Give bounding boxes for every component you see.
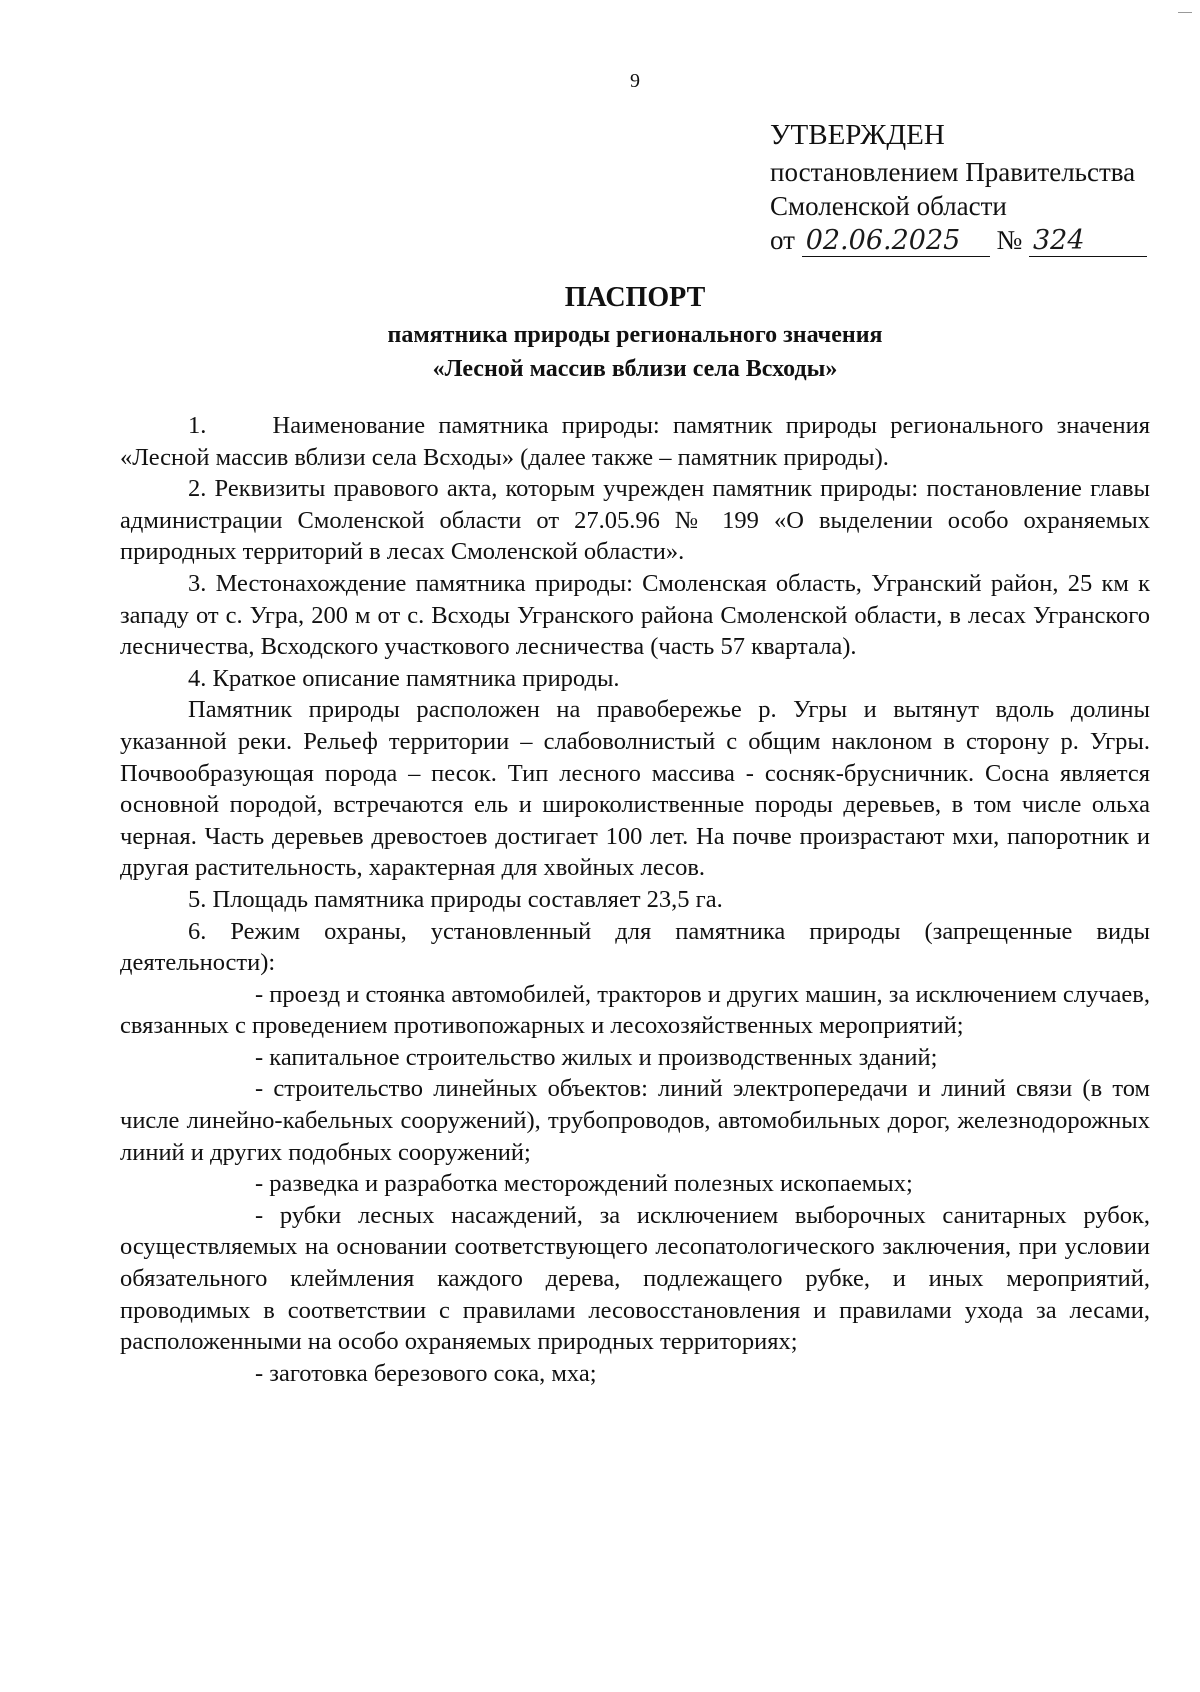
paragraph-6: 6. Режим охраны, установленный для памятника природы (запрещенные виды деятельности):: [120, 917, 1150, 977]
list-item: - капитальное строительство жилых и производственных зданий;: [255, 1043, 938, 1071]
list-item: - проезд и стоянка автомобилей, тракторов и других машин, за исключением случаев, связанных с проведением противопожарных и лесохозяйственных мероприятий;: [120, 980, 1150, 1040]
document-body: [120, 410, 1150, 1389]
document-heading: [120, 278, 1150, 386]
page-number: 9: [630, 70, 640, 92]
heading-subtitle-1: памятника природы регионального значения: [387, 322, 883, 348]
number-sign: №: [996, 225, 1023, 255]
list-item: - строительство линейных объектов: линий электропередачи и линий связи (в том числе линейно-кабельных сооружений), трубопроводов, автомобильных дорог, железнодорожных линий и других подобных сооружений;: [120, 1075, 1150, 1166]
approval-line-2: Смоленской области: [770, 191, 1007, 221]
scan-mark: [1178, 12, 1192, 13]
paragraph-3: 3. Местонахождение памятника природы: Смоленская область, Угранский район, 25 км к западу от с. Угра, 200 м от с. Всходы Угранского района Смоленской области, в лесах Угранского лесничества, Всходского участкового лесничества (часть 57 квартала).: [120, 569, 1150, 661]
paragraph-1: 1. Наименование памятника природы: памятник природы регионального значения «Лесной массив вблизи села Всходы» (далее также – памятник природы).: [120, 412, 1150, 471]
heading-title: ПАСПОРТ: [564, 282, 706, 313]
approval-block: [770, 115, 1147, 257]
handwritten-number: 324: [1029, 226, 1147, 257]
approval-line-1: постановлением Правительства: [770, 157, 1136, 187]
approval-date-line: [770, 223, 1147, 257]
approval-title: УТВЕРЖДЕН: [770, 119, 945, 151]
heading-subtitle-2: «Лесной массив вблизи села Всходы»: [432, 356, 838, 382]
paragraph-description: Памятник природы расположен на правобережье р. Угры и вытянут вдоль долины указанной реки. Рельеф территории – слабоволнистый с общим наклоном в сторону р. Угры. Почвообразующая порода – песок. Тип лесного массива - сосняк-брусничник. Сосна является основной породой, встречаются ель и широколиственные породы деревьев, в том числе ольха черная. Часть деревьев древостоев достигает 100 лет. На почве произрастают мхи, папоротник и другая растительность, характерная для хвойных лесов.: [120, 696, 1150, 882]
paragraph-4: 4. Краткое описание памятника природы.: [188, 664, 620, 692]
list-item: - разведка и разработка месторождений полезных ископаемых;: [255, 1170, 913, 1198]
paragraph-2: 2. Реквизиты правового акта, которым учрежден памятник природы: постановление главы администрации Смоленской области от 27.05.96 № 199 «О выделении особо охраняемых природных территорий в лесах Смоленской области».: [120, 475, 1150, 566]
list-item: - заготовка березового сока, мха;: [255, 1359, 597, 1387]
list-item: - рубки лесных насаждений, за исключением выборочных санитарных рубок, осуществляемых на основании соответствующего лесопатологического заключения, при условии обязательного клеймления каждого дерева, подлежащего рубке, и иных мероприятий, проводимых в соответствии с правилами лесовосстановления и правилами ухода за лесами, расположенными на особо охраняемых природных территориях;: [120, 1201, 1150, 1356]
handwritten-date: 02.06.2025: [802, 226, 990, 257]
paragraph-5: 5. Площадь памятника природы составляет 23,5 га.: [188, 885, 723, 913]
date-prefix: от: [770, 225, 795, 255]
